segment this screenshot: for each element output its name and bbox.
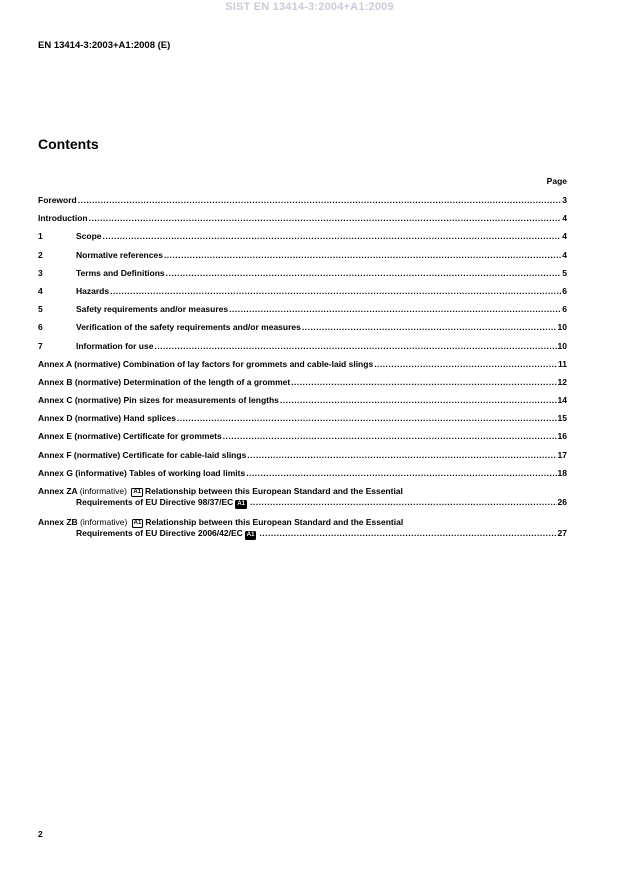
annex-za-title-line2: Requirements of EU Directive 98/37/EC <box>76 497 234 507</box>
toc-label: Annex D (normative) Hand splices <box>38 413 176 424</box>
toc-entry[interactable] <box>38 195 567 206</box>
toc-page: 6 <box>562 304 567 315</box>
toc-number: 3 <box>38 267 43 278</box>
page-number: 2 <box>38 829 43 839</box>
annex-za-title-line1: Relationship between this European Standard and the Essential <box>145 486 403 496</box>
toc-label: Hazards <box>76 285 110 296</box>
toc-label: Annex E (normative) Certificate for grommets <box>38 431 222 442</box>
toc-number: 6 <box>38 322 43 333</box>
document-id: EN 13414-3:2003+A1:2008 (E) <box>38 40 171 51</box>
toc-label: Terms and Definitions <box>76 267 165 278</box>
toc-page: 26 <box>557 497 567 507</box>
toc-page: 16 <box>557 431 567 442</box>
toc-page: 10 <box>557 322 567 333</box>
toc-entry[interactable] <box>38 231 567 242</box>
toc-label: Annex F (normative) Certificate for cable-laid slings <box>38 449 247 460</box>
toc-entry[interactable] <box>38 341 567 352</box>
contents-title: Contents <box>38 136 99 152</box>
toc-entry[interactable] <box>38 268 567 279</box>
toc-entry[interactable] <box>38 395 567 406</box>
annex-zb-prefix: Annex ZB <box>38 516 78 527</box>
watermark: SIST EN 13414-3:2004+A1:2009 <box>225 1 394 13</box>
toc-label: Annex C (normative) Pin sizes for measurements of lengths <box>38 395 279 406</box>
toc-number: 7 <box>38 340 43 351</box>
toc-label: Normative references <box>76 249 163 260</box>
toc-entry[interactable] <box>38 359 567 370</box>
toc-page: 4 <box>562 231 567 242</box>
toc-page: 15 <box>557 413 567 424</box>
toc-label: Foreword <box>38 195 77 205</box>
toc-entry[interactable] <box>38 286 567 297</box>
toc-page: 4 <box>562 213 567 224</box>
toc-entry[interactable] <box>38 213 567 224</box>
toc-entry[interactable] <box>38 250 567 261</box>
toc-page: 17 <box>557 449 567 460</box>
toc-page: 4 <box>562 249 567 260</box>
toc-page: 11 <box>558 358 567 369</box>
toc-entry-annex-zb[interactable] <box>38 517 567 540</box>
amendment-end-marker-icon: A1 <box>237 501 245 507</box>
toc-label: Annex G (informative) Tables of working load limits <box>38 467 246 478</box>
amendment-end-marker-icon: A1 <box>246 531 255 538</box>
toc-entry[interactable] <box>38 450 567 461</box>
table-of-contents <box>38 195 567 547</box>
toc-entry[interactable] <box>38 304 567 315</box>
toc-entry[interactable] <box>38 322 567 333</box>
toc-page: 14 <box>557 395 567 406</box>
toc-entry[interactable] <box>38 377 567 388</box>
toc-label: Scope <box>76 231 102 242</box>
toc-page: 5 <box>562 267 567 278</box>
toc-page: 12 <box>557 376 567 387</box>
annex-za-prefix: Annex ZA <box>38 486 78 496</box>
annex-zb-type: (informative) <box>80 516 128 527</box>
toc-page: 27 <box>557 527 567 538</box>
page-column-label: Page <box>546 176 567 186</box>
toc-entry[interactable] <box>38 431 567 442</box>
amendment-start-marker-icon: A1 <box>133 489 142 495</box>
toc-number: 4 <box>38 285 43 296</box>
toc-number: 1 <box>38 231 43 242</box>
toc-page: 18 <box>557 467 567 478</box>
toc-page: 3 <box>562 195 567 205</box>
toc-entry[interactable] <box>38 468 567 479</box>
toc-label: Annex B (normative) Determination of the length of a grommet <box>38 376 291 387</box>
annex-zb-title-line1: Relationship between this European Standard and the Essential <box>145 516 404 527</box>
toc-number: 2 <box>38 249 43 260</box>
annex-za-type: (informative) <box>79 486 127 496</box>
toc-label: Verification of the safety requirements and/or measures <box>76 322 301 333</box>
annex-zb-title-line2: Requirements of EU Directive 2006/42/EC <box>76 527 243 538</box>
toc-label: Safety requirements and/or measures <box>76 304 229 315</box>
amendment-start-marker-icon: A1 <box>133 519 142 526</box>
toc-label: Introduction <box>38 213 88 224</box>
toc-entry-annex-za[interactable] <box>38 486 567 509</box>
toc-page: 6 <box>562 285 567 296</box>
toc-label: Information for use <box>76 340 154 351</box>
toc-page: 10 <box>557 340 567 351</box>
toc-number: 5 <box>38 304 43 315</box>
toc-entry[interactable] <box>38 413 567 424</box>
toc-label: Annex A (normative) Combination of lay factors for grommets and cable-laid slings <box>38 358 374 369</box>
